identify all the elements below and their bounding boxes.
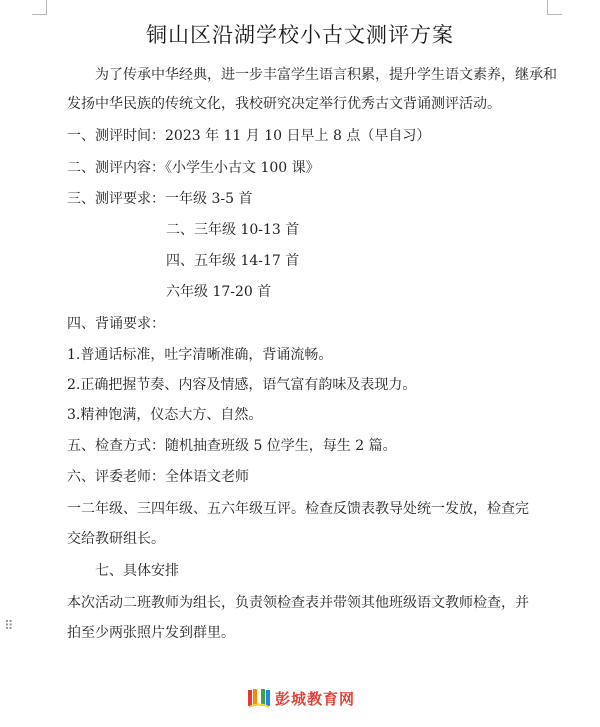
drag-handle-icon[interactable]: ⠿ [4,619,12,634]
section-content: 二、测评内容：《小学生小古文 100 课》 [67,160,320,176]
arrangement-line-1: 本次活动二班教师为组长，负责领检查表并带领其他班级语文教师检查，并 [67,595,529,611]
intro-line-1: 为了传承中华经典，进一步丰富学生语言积累，提升学生语文素养，继承和 [95,67,557,83]
recitation-item-3: 3.精神饱满，仪态大方、自然。 [67,407,263,423]
recitation-item-2: 2.正确把握节奏、内容及情感，语气富有韵味及表现力。 [67,377,417,393]
judges-paragraph-line-1: 一二年级、三四年级、五六年级互评。检查反馈表教导处统一发放，检查完 [67,501,529,517]
page-corner-mark-right [547,0,562,15]
document-title: 铜山区沿湖学校小古文测评方案 [146,23,454,47]
recitation-item-1: 1.普通话标准，吐字清晰准确，背诵流畅。 [67,347,333,363]
page-corner-mark-left [32,0,47,15]
colorful-book-icon [247,687,271,709]
arrangement-line-2: 拍至少两张照片发到群里。 [67,625,235,641]
section-requirements: 三、测评要求：一年级 3-5 首 [67,191,253,207]
requirement-grade-2-3: 二、三年级 10-13 首 [166,222,300,238]
judges-paragraph-line-2: 交给教研组长。 [67,531,165,547]
requirement-grade-4-5: 四、五年级 14-17 首 [166,253,300,269]
site-watermark [247,687,355,709]
section-inspection: 五、检查方式：随机抽查班级 5 位学生，每生 2 篇。 [67,438,397,454]
watermark-text: 彭城教育网 [275,689,356,708]
section-time: 一、测评时间：2023 年 11 月 10 日早上 8 点（早自习） [67,128,431,144]
section-recitation: 四、背诵要求： [67,316,165,332]
intro-line-2: 发扬中华民族的传统文化，我校研究决定举行优秀古文背诵测评活动。 [67,96,501,112]
requirement-grade-6: 六年级 17-20 首 [166,284,272,300]
section-judges: 六、评委老师：全体语文老师 [67,469,249,485]
section-arrangement: 七、具体安排 [95,563,179,579]
